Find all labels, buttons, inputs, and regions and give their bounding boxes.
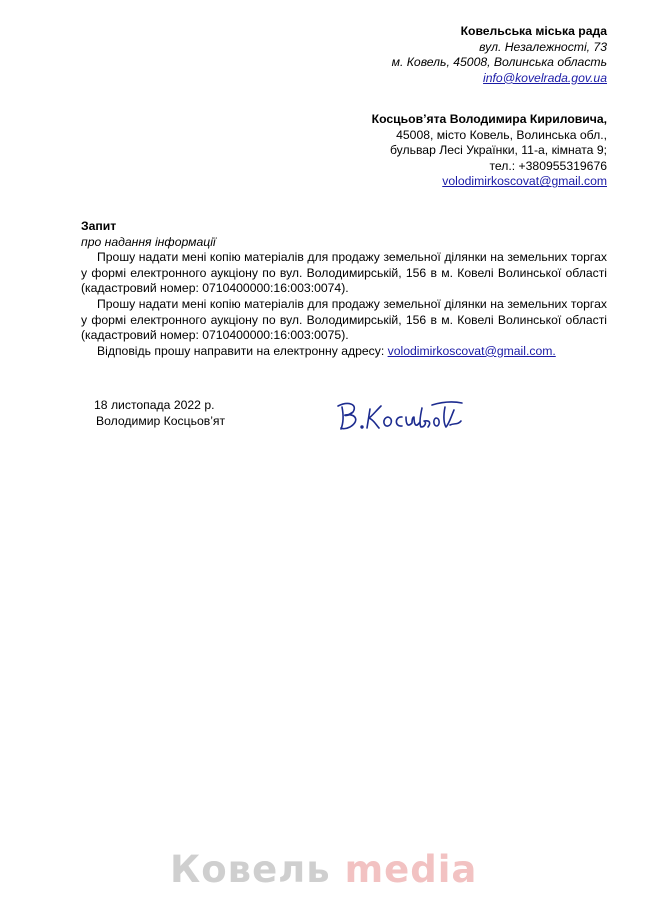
request-body [81, 219, 607, 359]
sender-email-link[interactable]: volodimirkoscovat@gmail.com [442, 174, 607, 189]
request-paragraph-2: Прошу надати мені копію матеріалів для продажу земельної ділянки на земельних торгах у формі електронного аукціону по вул. Володимирській, 156 в м. Ковелі Волинської області (кадастровий номер: 0710400000:16:003:0075). [81, 296, 607, 343]
sender-address-line2: бульвар Лесі Українки, 11-а, кімната 9; [389, 143, 607, 158]
watermark-logo [170, 848, 477, 892]
reply-email-link[interactable]: volodimirkoscovat@gmail.com. [387, 343, 556, 358]
sender-phone: тел.: +380955319676 [489, 158, 607, 173]
recipient-block [392, 24, 607, 86]
letter-date: 18 листопада 2022 р. [94, 398, 215, 412]
sender-address-line1: 45008, місто Ковель, Волинська обл., [396, 127, 607, 142]
reply-line [81, 344, 607, 360]
request-title: Запит [81, 219, 117, 233]
letter-footer [94, 398, 225, 429]
recipient-org: Ковельська міська рада [460, 24, 607, 38]
recipient-email-link[interactable]: info@kovelrada.gov.ua [483, 70, 607, 85]
watermark-part-2: media [344, 848, 478, 891]
handwritten-signature [336, 397, 464, 433]
signer-name: Володимир Косцьов’ят [96, 413, 226, 428]
reply-text: Відповідь прошу направити на електронну адресу: [97, 343, 388, 358]
recipient-street: вул. Незалежності, 73 [479, 39, 607, 54]
recipient-city: м. Ковель, 45008, Волинська область [391, 55, 607, 70]
sender-name: Косцьов’ята Володимира Кириловича, [371, 112, 607, 126]
watermark-part-1: Ковель [170, 848, 331, 891]
sender-block [372, 112, 607, 190]
request-paragraph-1: Прошу надати мені копію матеріалів для продажу земельної ділянки на земельних торгах у формі електронного аукціону по вул. Володимирській, 156 в м. Ковелі Волинської області (кадастровий номер: 0710400000:16:003:0074). [81, 250, 607, 296]
request-subtitle: про надання інформації [81, 234, 216, 249]
